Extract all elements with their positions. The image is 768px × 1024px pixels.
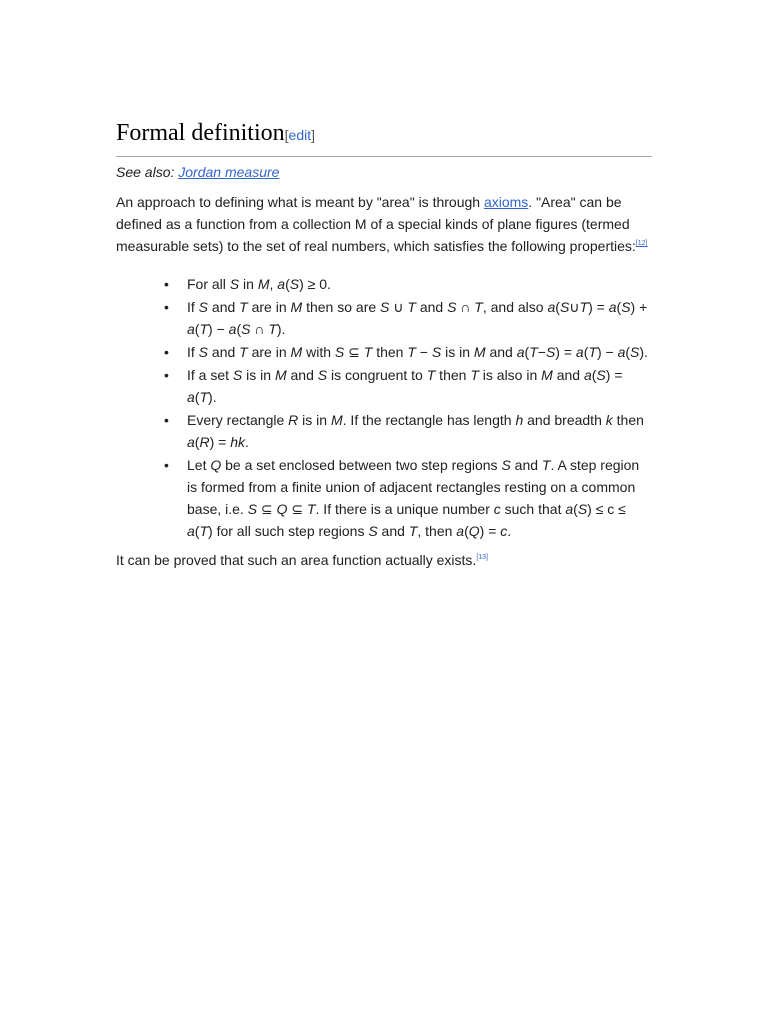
math-var: a bbox=[516, 344, 525, 360]
math-var: h bbox=[515, 412, 524, 428]
text: in bbox=[239, 276, 258, 292]
math-var: S bbox=[577, 501, 588, 517]
math-var: S bbox=[501, 457, 511, 473]
text: ). bbox=[276, 321, 286, 337]
text: ( bbox=[236, 321, 242, 337]
text: , then bbox=[417, 523, 457, 539]
math-var: M bbox=[290, 299, 303, 315]
math-var: S bbox=[621, 299, 631, 315]
text: ( bbox=[194, 434, 200, 450]
jordan-measure-link[interactable]: Jordan measure bbox=[178, 164, 280, 180]
math-var: S bbox=[630, 344, 640, 360]
math-var: S bbox=[247, 501, 258, 517]
text: If bbox=[187, 344, 199, 360]
text: ) = bbox=[588, 299, 609, 315]
math-var: a bbox=[565, 501, 574, 517]
text: ) = bbox=[209, 434, 231, 450]
math-var: M bbox=[541, 367, 553, 383]
text: ∪ bbox=[389, 299, 408, 315]
text: and bbox=[510, 457, 542, 473]
edit-bracket-open: [ bbox=[284, 127, 289, 143]
math-var: a bbox=[187, 321, 195, 337]
math-var: k bbox=[605, 412, 613, 428]
math-var: S bbox=[559, 299, 570, 315]
edit-link[interactable]: edit bbox=[288, 127, 312, 143]
math-var: a bbox=[187, 523, 195, 539]
math-var: a bbox=[583, 367, 592, 383]
text: ) − bbox=[208, 321, 229, 337]
text: ) ≥ 0. bbox=[299, 276, 331, 292]
text: and bbox=[552, 367, 584, 383]
text: For all bbox=[187, 276, 230, 292]
text: ) for all such step regions bbox=[208, 523, 369, 539]
math-var: Q bbox=[210, 457, 222, 473]
text: ) = bbox=[555, 344, 576, 360]
text: − bbox=[415, 344, 432, 360]
text: is in bbox=[441, 344, 474, 360]
text: . If the rectangle has length bbox=[342, 412, 516, 428]
text: be a set enclosed between two step regions bbox=[221, 457, 502, 473]
text: . A step region is formed from a finite union of adjacent rectangles resting on a common base, i.e. bbox=[187, 457, 640, 517]
math-var: M bbox=[473, 344, 486, 360]
bullet: • bbox=[164, 412, 169, 428]
article-section bbox=[116, 116, 652, 571]
text: ). bbox=[208, 389, 217, 405]
reference-12-link[interactable]: [12] bbox=[635, 240, 648, 247]
math-var: hk bbox=[230, 434, 246, 450]
text: . bbox=[507, 523, 512, 539]
text: ( bbox=[464, 523, 469, 539]
math-var: S bbox=[334, 344, 345, 360]
outro-paragraph bbox=[116, 549, 652, 571]
text: with bbox=[302, 344, 335, 360]
text: is in bbox=[242, 367, 275, 383]
math-var: M bbox=[290, 344, 303, 360]
bullet: • bbox=[164, 299, 169, 315]
text: ( bbox=[285, 276, 290, 292]
see-also-prefix: See also: bbox=[116, 164, 179, 180]
text: If a set bbox=[187, 367, 233, 383]
text: ( bbox=[591, 367, 597, 383]
text: ⊆ bbox=[257, 501, 277, 517]
text: ( bbox=[573, 501, 578, 517]
text: and bbox=[415, 299, 448, 315]
math-var: a bbox=[228, 321, 237, 337]
axioms-link[interactable]: axioms bbox=[483, 194, 529, 210]
math-var: T bbox=[407, 299, 416, 315]
text: ) − bbox=[596, 344, 618, 360]
math-var: R bbox=[288, 412, 299, 428]
text: and bbox=[286, 367, 318, 383]
math-var: T bbox=[239, 299, 248, 315]
math-var: T bbox=[541, 457, 551, 473]
text: If bbox=[187, 299, 199, 315]
math-var: S bbox=[596, 367, 606, 383]
see-also-hatnote bbox=[116, 164, 652, 180]
text: ( bbox=[194, 321, 200, 337]
reference-13-link[interactable]: [13] bbox=[476, 554, 489, 561]
text: ∩ bbox=[456, 299, 475, 315]
bullet: • bbox=[164, 276, 169, 292]
text: then bbox=[612, 412, 644, 428]
text: and bbox=[485, 344, 517, 360]
math-var: S bbox=[431, 344, 442, 360]
math-var: S bbox=[368, 523, 378, 539]
math-var: T bbox=[239, 344, 248, 360]
properties-list bbox=[116, 273, 652, 542]
property-item-2 bbox=[164, 296, 652, 340]
text: Let bbox=[187, 457, 211, 473]
text: ) = bbox=[479, 523, 501, 539]
text: and bbox=[208, 299, 240, 315]
property-item-3 bbox=[164, 341, 652, 363]
text: is in bbox=[298, 412, 331, 428]
text: ( bbox=[583, 344, 589, 360]
text: , and also bbox=[482, 299, 548, 315]
math-var: M bbox=[330, 412, 343, 428]
math-var: S bbox=[229, 276, 240, 292]
text: ⊆ bbox=[344, 344, 364, 360]
text: are in bbox=[247, 299, 291, 315]
text: Every rectangle bbox=[187, 412, 289, 428]
edit-section-link-wrapper bbox=[285, 127, 315, 143]
text: ( bbox=[194, 389, 200, 405]
math-var: T bbox=[268, 321, 277, 337]
bullet: • bbox=[164, 367, 169, 383]
text: ). bbox=[639, 344, 648, 360]
math-var: S bbox=[232, 367, 243, 383]
text: ( bbox=[625, 344, 631, 360]
math-var: T bbox=[407, 344, 416, 360]
edit-bracket-close: ] bbox=[311, 127, 316, 143]
text: . If there is a unique number bbox=[315, 501, 494, 517]
text: is also in bbox=[478, 367, 542, 383]
math-var: M bbox=[274, 367, 287, 383]
text: and breadth bbox=[523, 412, 606, 428]
section-title: Formal definition bbox=[116, 120, 285, 146]
text: ) = bbox=[605, 367, 623, 383]
math-var: S bbox=[380, 299, 390, 315]
math-var: T bbox=[306, 501, 316, 517]
text: then bbox=[372, 344, 408, 360]
math-var: c bbox=[500, 523, 508, 539]
math-var: S bbox=[447, 299, 457, 315]
text: ∪ bbox=[569, 299, 580, 315]
text: such that bbox=[500, 501, 566, 517]
text: and bbox=[208, 344, 240, 360]
text: is congruent to bbox=[327, 367, 427, 383]
text: . bbox=[245, 434, 249, 450]
math-var: S bbox=[545, 344, 556, 360]
math-var: a bbox=[187, 389, 195, 405]
math-var: M bbox=[257, 276, 270, 292]
math-var: T bbox=[426, 367, 436, 383]
intro-text-after: . "Area" can be defined as a function from a collection M of a special kinds of plane figures (termed measurable sets) to the set of real numbers, which satisfies the following properties: bbox=[116, 194, 636, 254]
math-var: a bbox=[456, 523, 465, 539]
property-item-5 bbox=[164, 409, 652, 453]
text: ) + bbox=[630, 299, 648, 315]
text: and bbox=[377, 523, 409, 539]
text: then so are bbox=[302, 299, 381, 315]
text: ) ≤ c ≤ bbox=[587, 501, 626, 517]
section-heading bbox=[116, 116, 652, 157]
math-var: a bbox=[608, 299, 617, 315]
math-var: Q bbox=[276, 501, 288, 517]
reference-13 bbox=[476, 554, 488, 561]
math-var: a bbox=[277, 276, 286, 292]
outro-text: It can be proved that such an area function actually exists. bbox=[116, 552, 477, 568]
math-var: c bbox=[493, 501, 501, 517]
text: − bbox=[537, 344, 546, 360]
text: ⊆ bbox=[287, 501, 307, 517]
math-var: S bbox=[198, 299, 209, 315]
math-var: R bbox=[199, 434, 210, 450]
text: ( bbox=[524, 344, 530, 360]
math-var: T bbox=[408, 523, 418, 539]
math-var: T bbox=[199, 523, 209, 539]
math-var: T bbox=[474, 299, 483, 315]
intro-paragraph bbox=[116, 191, 652, 257]
math-var: T bbox=[470, 367, 479, 383]
property-item-6 bbox=[164, 454, 652, 542]
math-var: S bbox=[317, 367, 328, 383]
math-var: a bbox=[617, 344, 626, 360]
math-var: S bbox=[289, 276, 300, 292]
math-var: a bbox=[575, 344, 584, 360]
math-var: T bbox=[199, 321, 209, 337]
text: are in bbox=[247, 344, 291, 360]
reference-12 bbox=[636, 240, 648, 247]
text: ∩ bbox=[250, 321, 269, 337]
text: ( bbox=[616, 299, 622, 315]
text: ( bbox=[194, 523, 200, 539]
math-var: T bbox=[199, 389, 209, 405]
math-var: a bbox=[547, 299, 556, 315]
math-var: S bbox=[198, 344, 209, 360]
math-var: Q bbox=[468, 523, 480, 539]
intro-text-before: An approach to defining what is meant by "area" is through bbox=[116, 194, 484, 210]
bullet: • bbox=[164, 344, 169, 360]
property-item-1 bbox=[164, 273, 652, 295]
math-var: T bbox=[529, 344, 538, 360]
text: then bbox=[435, 367, 471, 383]
math-var: T bbox=[588, 344, 597, 360]
text: ( bbox=[555, 299, 560, 315]
text: , bbox=[269, 276, 278, 292]
math-var: S bbox=[241, 321, 251, 337]
math-var: a bbox=[187, 434, 195, 450]
math-var: T bbox=[363, 344, 373, 360]
property-item-4 bbox=[164, 364, 652, 408]
bullet: • bbox=[164, 457, 169, 473]
math-var: T bbox=[579, 299, 589, 315]
